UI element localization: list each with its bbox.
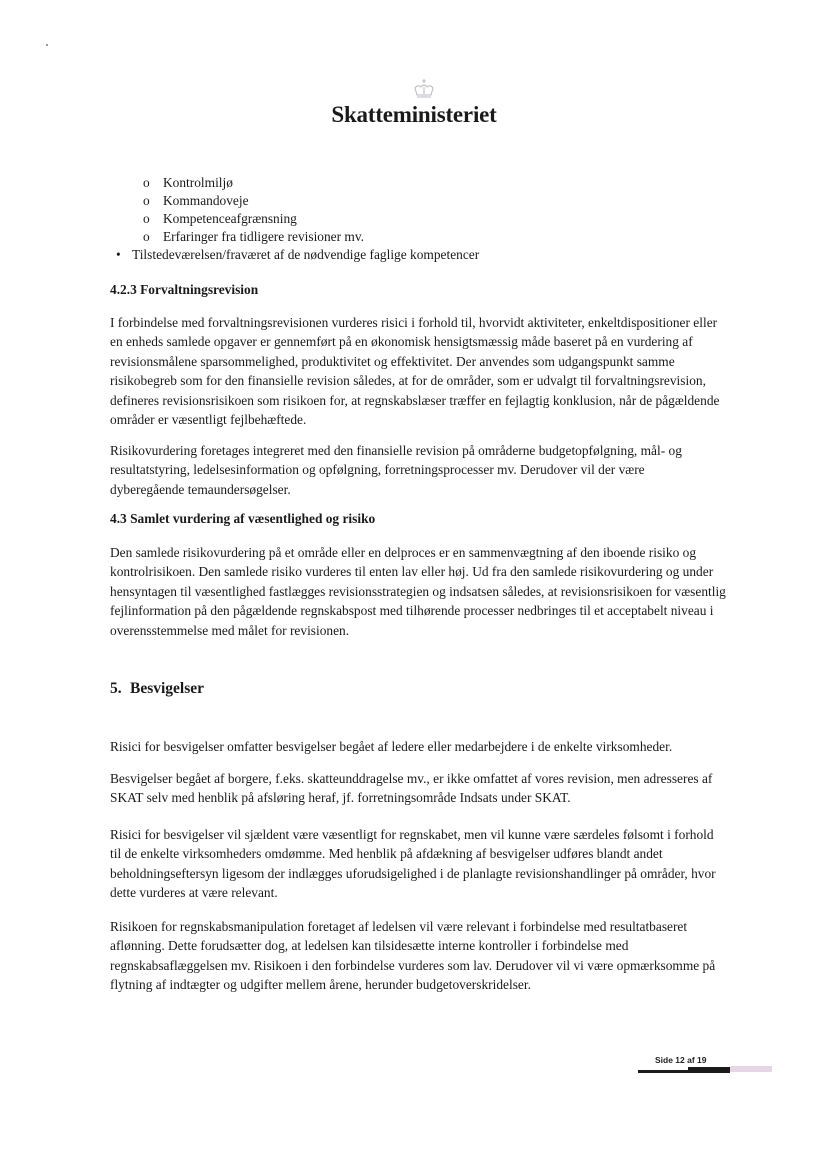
list-item-text: Kompetenceafgrænsning [163, 211, 297, 226]
section-heading-5 [110, 680, 204, 698]
text-line: Den samlede risikovurdering på et område eller en delproces er en sammenvægtning af den iboende risiko og [110, 545, 697, 560]
text-line: revisionsmålene sparsommelighed, produktivitet og effektivitet. Der anvendes som udgangspunkt samme [110, 353, 675, 369]
page-number: Side 12 af 19 [655, 1055, 707, 1065]
list-item-text: Tilstedeværelsen/fraværet af de nødvendige faglige kompetencer [132, 247, 480, 262]
footer-rule-tint [730, 1066, 772, 1072]
list-item-text: Kontrolmiljø [163, 175, 233, 190]
text-line: Risici for besvigelser vil sjældent være væsentligt for regnskabet, men vil kunne være særdeles følsomt i forhold [110, 827, 714, 842]
text-line: aflønning. Dette forudsætter dog, at ledelsen kan tilsidesætte interne kontroller i forbindelse med [110, 938, 629, 954]
text-line: I forbindelse med forvaltningsrevisionen vurderes risici i forhold til, hvorvidt aktiviteter, enkeltdispositioner eller [110, 315, 718, 330]
list-item [116, 247, 479, 263]
section-number: 5. [110, 680, 122, 697]
section-heading-4-2-3: 4.2.3 Forvaltningsrevision [110, 282, 259, 297]
text-line: områder er væsentligt fejlbehæftede. [110, 411, 307, 427]
text-line: beholdningseftersyn ligesom der indlægges uforudsigelighed i de planlagte revisionshandlinger på områder, hvor [110, 865, 716, 881]
text-line: Besvigelser begået af borgere, f.eks. skatteunddragelse mv., er ikke omfattet af vores revision, men adresseres af [110, 771, 713, 786]
text-line: risikobegreb som for den finansielle revision således, at for de områder, som er udvalgt til forvaltningsrevision, [110, 373, 706, 389]
paragraph [110, 769, 712, 808]
text-line: Risikoen for regnskabsmanipulation foretaget af ledelsen vil være relevant i forbindelse med resultatbaseret [110, 919, 688, 934]
paragraph [110, 825, 716, 903]
text-line: overensstemmelse med målet for revisionen. [110, 622, 350, 638]
circle-bullet-icon: o [143, 211, 150, 226]
scan-speck [46, 44, 48, 46]
text-line: regnskabsaflæggelsen mv. Risikoen i den forbindelse vurderes som lav. Derudover vil vi være opmærksomme på [110, 957, 716, 973]
bullet-list [116, 247, 479, 263]
text-line: dyberegående temaundersøgelser. [110, 481, 291, 497]
crown-icon [412, 78, 436, 100]
text-line: resultatstyring, ledelsesinformation og opfølgning, forretningsprocesser mv. Derudover vil der være [110, 462, 645, 478]
list-item [143, 174, 364, 192]
list-item [143, 228, 364, 246]
text-line: en enheds samlede opgaver er gennemført på en økonomisk hensigtsmæssig måde baseret på en vurdering af [110, 334, 693, 350]
list-item [143, 210, 364, 228]
footer-rule-accent [688, 1067, 730, 1072]
text-line: SKAT selv med henblik på afsløring heraf, jf. forretningsområde Indsats under SKAT. [110, 790, 571, 806]
text-line: Risici for besvigelser omfatter besvigelser begået af ledere eller medarbejdere i de enkelte virksomheder. [110, 739, 673, 754]
list-item-text: Erfaringer fra tidligere revisioner mv. [163, 229, 365, 244]
text-line: fejlinformation på den pågældende regnskabspost med tilhørende processer nedbringes til et acceptabelt niveau i [110, 603, 714, 619]
sub-bullet-list [143, 174, 364, 246]
paragraph [110, 543, 726, 640]
text-line: til de enkelte virksomheders omdømme. Med henblik på afdækning af besvigelser udføres blandt andet [110, 846, 663, 862]
text-line: Risikovurdering foretages integreret med den finansielle revision på områderne budgetopfølgning, mål- og [110, 443, 682, 458]
text-line: hensyntagen til væsentlighed fastlægges revisionsstrategien og indsatsen således, at revisionsrisikoen for væsentlig [110, 583, 726, 599]
text-line: dette vurderes at være relevant. [110, 885, 278, 901]
text-line: defineres revisionsrisikoen som risikoen for, at regnskabslæser træffer en fejlagtig konklusion, når de pågældende [110, 392, 720, 408]
paragraph [110, 917, 715, 995]
paragraph [110, 313, 719, 429]
paragraph [110, 737, 672, 756]
circle-bullet-icon: o [143, 193, 150, 208]
bullet-icon: • [116, 247, 121, 262]
text-line: flytning af indtægter og udgifter mellem årene, herunder budgetoverskridelser. [110, 977, 531, 993]
section-title: Besvigelser [130, 680, 205, 697]
circle-bullet-icon: o [143, 175, 150, 190]
paragraph [110, 441, 682, 499]
list-item [143, 192, 364, 210]
list-item-text: Kommandoveje [163, 193, 249, 208]
section-heading-4-3: 4.3 Samlet vurdering af væsentlighed og risiko [110, 511, 376, 526]
text-line: kontrolrisikoen. Den samlede risiko vurderes til enten lav eller høj. Ud fra den samlede risikovurdering og under [110, 564, 714, 580]
circle-bullet-icon: o [143, 229, 150, 244]
page-title: Skatteministeriet [331, 102, 497, 127]
